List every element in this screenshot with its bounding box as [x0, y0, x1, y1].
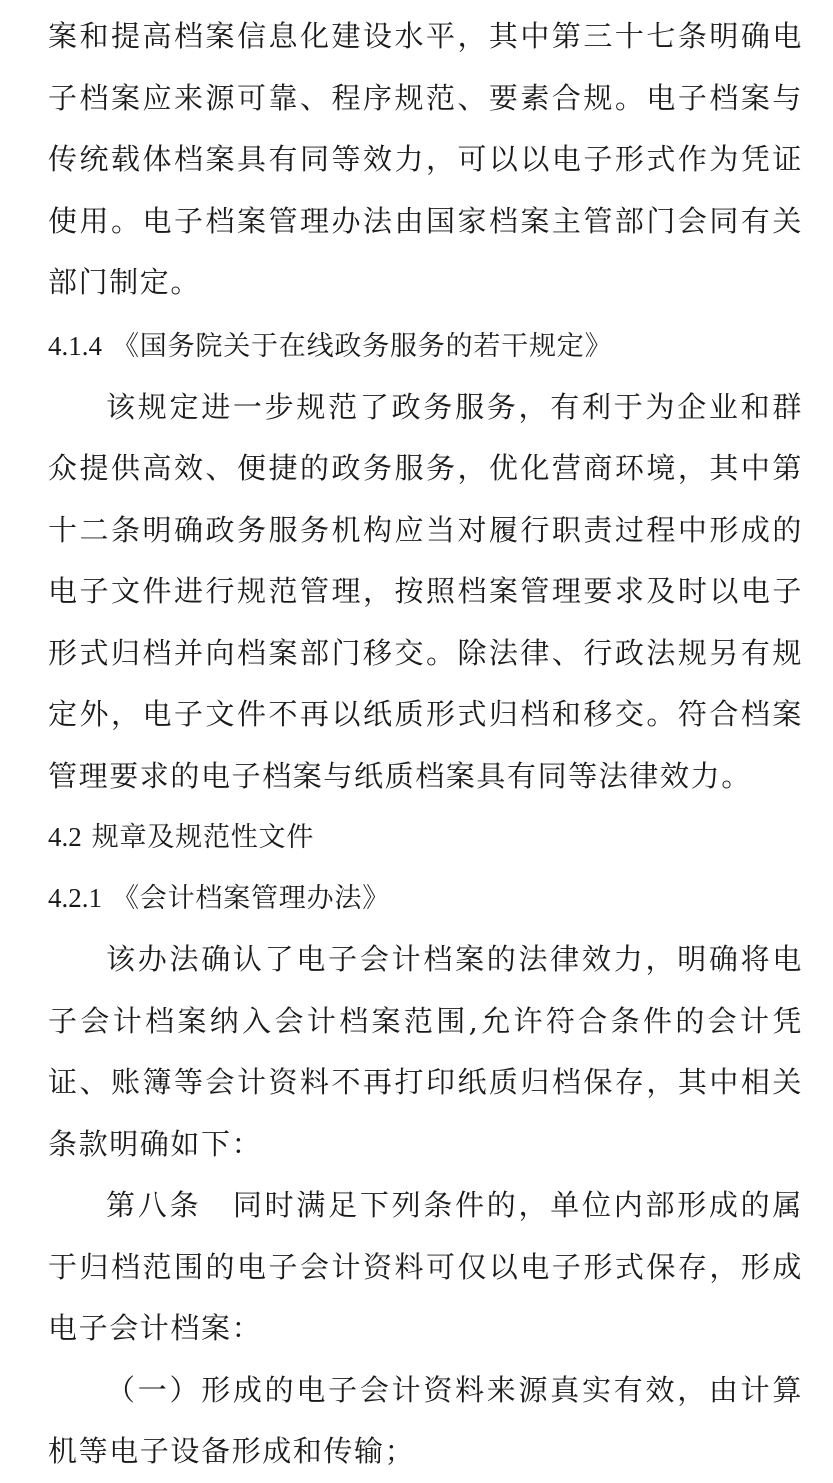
section-number: 4.2.1 — [48, 883, 102, 913]
section-heading-4-2 — [48, 807, 803, 868]
paragraph-accounting-archives: 该办法确认了电子会计档案的法律效力，明确将电子会计档案纳入会计档案范围,允许符合条件的会计凭证、账簿等会计资料不再打印纸质归档保存，其中相关条款明确如下： — [48, 942, 803, 1161]
section-title: 《国务院关于在线政务服务的若干规定》 — [112, 330, 613, 362]
paragraph-article-8: 第八条 同时满足下列条件的，单位内部形成的属于归档范围的电子会计资料可仅以电子形式保存，形成电子会计档案： — [48, 1188, 803, 1345]
section-heading-4-1-4 — [48, 316, 803, 377]
section-title: 规章及规范性文件 — [91, 822, 315, 853]
paragraph-online-gov-services: 该规定进一步规范了政务服务，有利于为企业和群众提供高效、便捷的政务服务，优化营商环境，其中第十二条明确政务服务机构应当对履行职责过程中形成的电子文件进行规范管理，按照档案管理要求及时以电子形式归档并向档案部门移交。除法律、行政法规另有规定外，电子文件不再以纸质形式归档和移交。符合档案管理要求的电子档案与纸质档案具有同等法律效力。 — [48, 389, 803, 793]
paragraph-archives-law-continued: 案和提高档案信息化建设水平，其中第三十七条明确电子档案应来源可靠、程序规范、要素合规。电子档案与传统载体档案具有同等效力，可以以电子形式作为凭证使用。电子档案管理办法由国家档案主管部门会同有关部门制定。 — [48, 19, 803, 299]
section-title: 《会计档案管理办法》 — [112, 883, 390, 914]
section-number: 4.2 — [48, 822, 82, 852]
section-number: 4.1.4 — [48, 330, 102, 361]
paragraph-condition-1: （一）形成的电子会计资料来源真实有效，由计算机等电子设备形成和传输； — [48, 1372, 803, 1468]
section-heading-4-2-1 — [48, 868, 803, 929]
